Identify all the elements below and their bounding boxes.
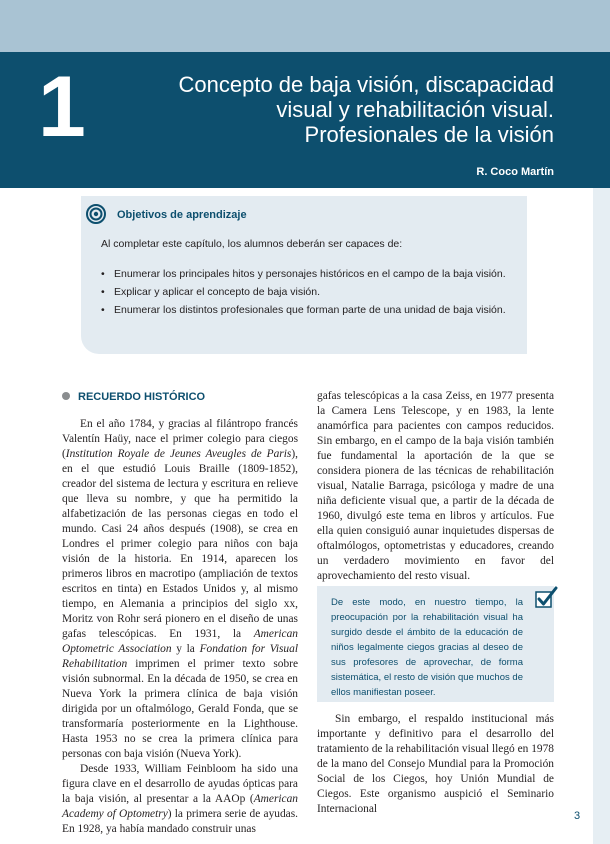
body-paragraph: Sin embargo, el respaldo institucional más importante y definitivo para el desarrollo del tratamiento de la rehabilitación visual llegó en 1978 de la mano del Consejo Mundial para la Promoción Social de los Ciegos, hoy Unión Mundial de Ciegos. Este organismo auspició el Seminario Internacional [317,713,554,815]
paragraph-text: y la [171,643,200,655]
chapter-title-line: Profesionales de la visión [304,122,554,147]
italic-text: American Optometric Association [62,628,298,655]
objectives-intro: Al completar este capítulo, los alumnos deberán ser capaces de: [101,238,403,250]
body-paragraph [62,762,298,837]
right-column-bottom [317,712,554,817]
highlight-box [317,586,554,702]
chapter-title-line: Concepto de baja visión, discapacidad [178,72,554,97]
page-edge-strip [593,188,610,844]
chapter-number: 1 [38,59,86,155]
body-paragraph: gafas telescópicas a la casa Zeiss, en 1977 presenta la Camera Lens Telescope, y en 1983, la lente anamórfica para pacientes con campos reducidos. Sin embargo, en el campo de la baja visión también fue fundamental la aportación de la que se considera pionera de las técnicas de rehabilitación visual, Natalie Barraga, psicóloga y madre de una niña deficiente visual que, a partir de la década de 1960, divulgó este tema en libros y artículos. Fue ella quien consiguió aunar inquietudes dispersas de oftalmólogos, optometristas y educadores, creando un verdadero movimiento en favor del aprovechamiento del resto visual. [317,390,554,582]
paragraph-text: imprimen el primer texto sobre visión subnormal. En la década de 1950, se crea en Nueva York la primera clínica de baja visión dirigida por un oftalmólogo, Gerald Fonda, que se transformaría posteriormente en la Lighthouse. Hasta 1953 no se crea la primera clínica para personas con baja visión (Nueva York). [62,658,298,760]
paragraph-text: ) la primera serie de ayudas. En 1928, ya había mandado construir unas [62,808,298,835]
paragraph-text: Desde 1933, William Feinbloom ha sido una figura clave en el desarrollo de ayudas ópticas para la baja visión, al presentar a la AAOp ( [62,763,298,805]
page-number: 3 [574,810,581,822]
learning-objectives-box [81,196,527,354]
objectives-list [101,267,515,321]
objective-item: • Enumerar los principales hitos y personajes históricos en el campo de la baja visión. [101,267,515,281]
objectives-title: Objetivos de aprendizaje [117,209,247,221]
section-bullet-icon [62,392,70,400]
chapter-title-line: visual y rehabilitación visual. [276,97,554,122]
left-column [62,417,298,837]
italic-text: American Academy of Optometry [62,793,298,820]
top-color-band [0,0,610,52]
paragraph-text: En el año 1784, y gracias al filántropo francés Valentín Haüy, nace el primer colegio para ciegos ( [62,418,298,460]
italic-text: Fondation for Visual Rehabilitation [62,643,298,670]
section-heading-text: RECUERDO HISTÓRICO [78,391,206,403]
right-column-top [317,389,554,584]
paragraph-text: ), en el que estudió Louis Braille (1809-1852), creador del sistema de lectura y escritura en relieve que lleva su nombre, y que ha permitido la alfabetización de las personas ciegas en todo el mundo. Casi 24 años después (1908), se crea en Londres el primer colegio para niños con baja visión de la historia. En 1914, aparecen los primeros libros en macrotipo (ampliación de textos escritos en tinta) en Estados Unidos y, al mismo tiempo, en Alemania a principios del siglo xx, Moritz von Rohr será pionero en el diseño de unas gafas telescópicas. En 1931, la [62,448,298,640]
body-paragraph [62,417,298,762]
italic-text: Institution Royale de Jeunes Aveugles de Paris [65,448,292,460]
objective-item: • Enumerar los distintos profesionales que forman parte de una unidad de baja visión. [101,303,515,317]
target-icon [86,204,106,224]
highlight-text: De este modo, en nuestro tiempo, la preocupación por la rehabilitación visual ha surgido desde el ámbito de la educación de niños legalmente ciegos gracias al deseo de sus profesores de aprovechar, de forma sistemática, el resto de visión que muchos de ellos manifiestan poseer. [331,597,523,698]
section-heading [62,391,205,403]
checkbox-check-icon [534,586,558,610]
chapter-author: R. Coco Martín [476,166,554,178]
objective-item: • Explicar y aplicar el concepto de baja visión. [101,285,515,299]
chapter-title [134,72,554,147]
